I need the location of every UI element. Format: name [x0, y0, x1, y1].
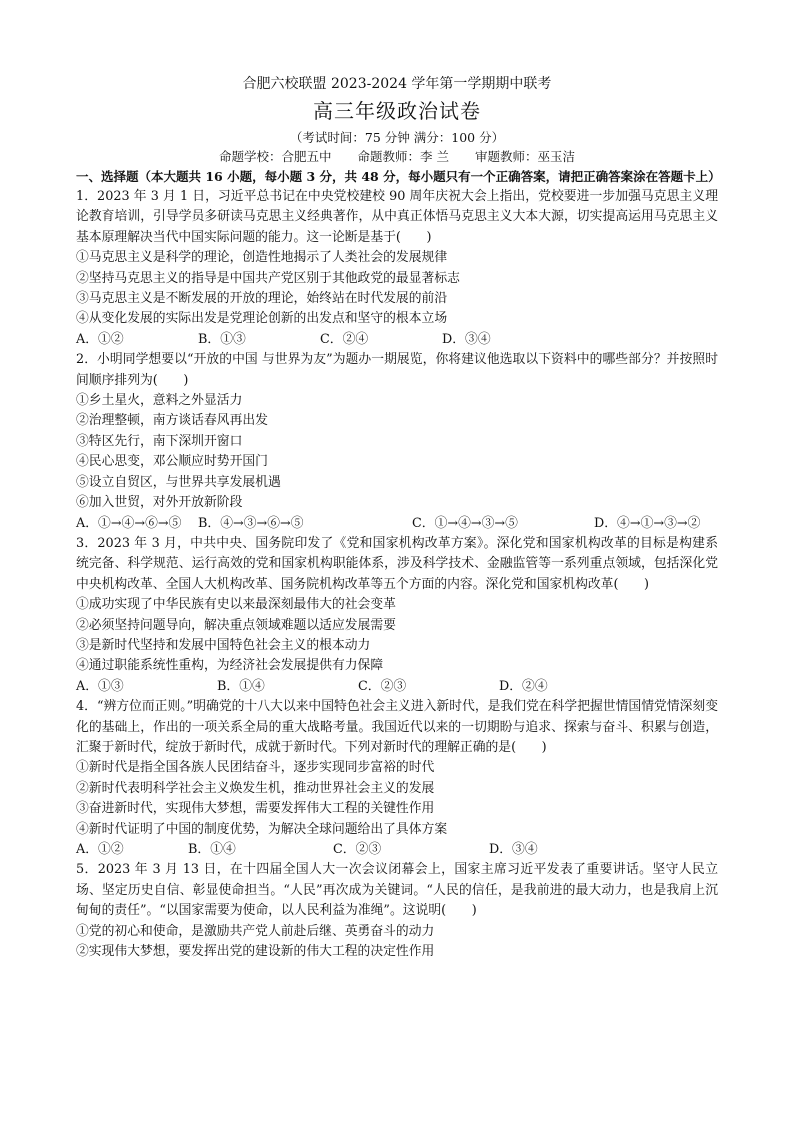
question-3: [76, 534, 718, 697]
author-reviewer: 审题教师：巫玉洁: [474, 149, 575, 164]
answer-choices: [76, 514, 718, 534]
choice-c: C．②④: [320, 331, 369, 347]
question-option: ①乡土星火，意料之外显活力: [76, 393, 243, 409]
question-option: ②必须坚持问题导向，解决重点领域难题以适应发展需要: [76, 617, 396, 633]
choice-a: A．①③: [76, 678, 124, 694]
answer-choices: [76, 840, 718, 860]
question-option: ⑥加入世贸，对外开放新阶段: [76, 495, 243, 511]
choice-d: D．③④: [442, 331, 491, 347]
exam-time-score: （考试时间：75 分钟 满分：100 分）: [289, 130, 505, 145]
author-school: 命题学校：合肥五中: [218, 149, 332, 164]
choice-a: A．①②: [76, 331, 124, 347]
question-option: ②实现伟大梦想，要发挥出党的建设新的伟大工程的决定性作用: [76, 944, 435, 960]
question-option: ②坚持马克思主义的指导是中国共产党区别于其他政党的最显著标志: [76, 270, 460, 286]
question-option: ⑤设立自贸区，与世界共享发展机遇: [76, 474, 281, 490]
choice-c: C．②③: [358, 678, 407, 694]
question-option: ④通过职能系统性重构，为经济社会发展提供有力保障: [76, 658, 384, 674]
exam-authors: [76, 147, 718, 166]
choice-b: B．①④: [188, 842, 236, 857]
page-title: 高三年级政治试卷: [313, 99, 481, 123]
question-option: ③奋进新时代，实现伟大梦想，需要发挥伟大工程的关键性作用: [76, 801, 435, 817]
question-option: ②治理整顿，南方谈话春风再出发: [76, 413, 268, 429]
choice-b: B．①③: [198, 331, 246, 347]
question-stem: 3．2023 年 3 月，中共中央、国务院印发了《党和国家机构改革方案》。深化党和国家机构改革的目标是构建系统完备、科学规范、运行高效的党和国家机构职能体系，涉及科学技术、金融监管等一系列重点领域，包括深化党中央机构改革、全国人大机构改革、国务院机构改革等五个方面的内容。深化党和国家机构改革( ): [76, 535, 718, 592]
question-2: [76, 350, 718, 534]
answer-choices: [76, 330, 718, 350]
answer-choices: [76, 677, 718, 697]
choice-b: B．①④: [217, 678, 265, 694]
choice-d: D．④→①→③→②: [594, 515, 701, 531]
question-stem: 2．小明同学想要以“开放的中国 与世界为友”为题办一期展览，你将建议他选取以下资料中的哪些部分？并按照时间顺序排列为( ): [76, 352, 718, 388]
question-option: ①新时代是指全国各族人民团结奋斗，逐步实现同步富裕的时代: [76, 760, 435, 776]
question-option: ③是新时代坚持和发展中国特色社会主义的根本动力: [76, 637, 371, 653]
choice-c: C．②③: [333, 842, 382, 857]
question-option: ②新时代表明科学社会主义焕发生机，推动世界社会主义的发展: [76, 780, 435, 796]
choice-a: A．①→④→⑥→⑤: [76, 515, 182, 531]
question-option: ④民心思变，邓公顺应时势开国门: [76, 454, 268, 470]
question-option: ③特区先行，南下深圳开窗口: [76, 433, 243, 449]
question-stem: 4．“辨方位而正则。”明确党的十八大以来中国特色社会主义进入新时代，是我们党在科学把握世情国情党情深刻变化的基础上，作出的一项关系全局的重大战略考量。我国近代以来的一切期盼与追求、探索与奋斗、积累与创造，汇聚于新时代，绽放于新时代，成就于新时代。下列对新时代的理解正确的是( ): [76, 699, 718, 755]
choice-a: A．①②: [76, 842, 124, 857]
question-stem: 1．2023 年 3 月 1 日，习近平总书记在中央党校建校 90 周年庆祝大会上指出，党校要进一步加强马克思主义理论教育培训，引导学员多研读马克思主义经典著作，从中真正体悟马克思主义大本大源，切实提高运用马克思主义基本原理解决当代中国实际问题的能力。这一论断是基于( ): [76, 189, 718, 245]
section-heading: 一、选择题（本大题共 16 小题，每小题 3 分，共 48 分，每小题只有一个正确答案，请把正确答案涂在答题卡上）: [76, 169, 721, 184]
question-option: ④新时代证明了中国的制度优势，为解决全球问题给出了具体方案: [76, 821, 448, 837]
question-1: [76, 187, 718, 350]
question-option: ①马克思主义是科学的理论，创造性地揭示了人类社会的发展规律: [76, 250, 448, 266]
question-5: [76, 860, 718, 962]
question-option: ③马克思主义是不断发展的开放的理论，始终站在时代发展的前沿: [76, 291, 448, 307]
question-option: ④从变化发展的实际出发是党理论创新的出发点和坚守的根本立场: [76, 311, 448, 327]
choice-c: C．①→④→③→⑤: [412, 515, 518, 531]
choice-b: B．④→③→⑥→⑤: [198, 515, 304, 531]
question-4: [76, 697, 718, 860]
choice-d: D．②④: [499, 678, 548, 694]
question-option: ①成功实现了中华民族有史以来最深刻最伟大的社会变革: [76, 597, 396, 613]
question-option: ①党的初心和使命，是激励共产党人前赴后继、英勇奋斗的动力: [76, 923, 435, 939]
choice-d: D．③④: [489, 842, 538, 857]
question-stem: 5．2023 年 3 月 13 日，在十四届全国人大一次会议闭幕会上，国家主席习近平发表了重要讲话。坚守人民立场、坚定历史自信、彰显使命担当。“人民”再次成为关键词。“人民的信任，是我前进的最大动力，也是我肩上沉甸甸的责任”。“以国家需要为使命，以人民利益为准绳”。这说明( ): [76, 862, 718, 919]
author-teacher: 命题教师：李 兰: [357, 149, 449, 164]
exam-header-line: 合肥六校联盟 2023-2024 学年第一学期期中联考: [242, 76, 552, 92]
